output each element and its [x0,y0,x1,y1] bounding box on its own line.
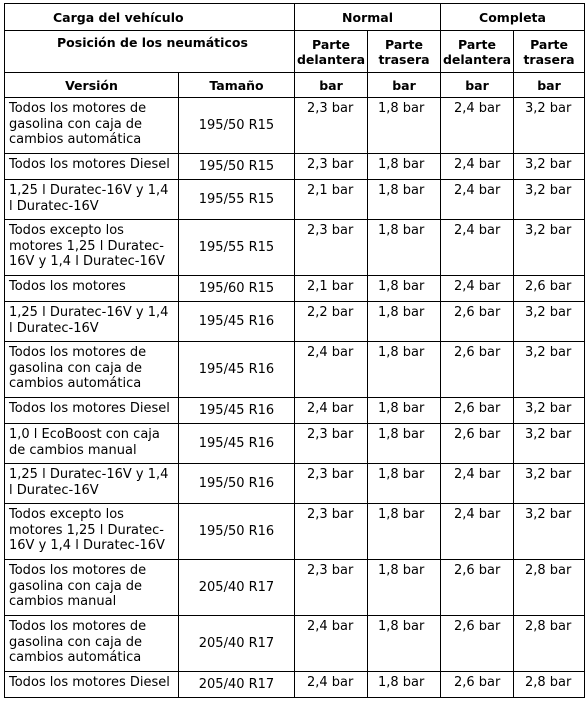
normal-rear-cell: 1,8 bar [368,154,441,180]
normal-rear-cell: 1,8 bar [368,672,441,698]
version-cell: Todos excepto los motores 1,25 l Duratec-16V y 1,4 l Duratec-16V [5,504,179,560]
normal-rear-cell: 1,8 bar [368,276,441,302]
normal-rear-cell: 1,8 bar [368,424,441,464]
full-front-cell: 2,4 bar [441,180,514,220]
full-front-cell: 2,6 bar [441,342,514,398]
normal-front-cell: 2,3 bar [295,98,368,154]
header-row-units [5,73,585,98]
size-cell: 195/45 R16 [179,398,295,424]
normal-front-cell: 2,4 bar [295,342,368,398]
table-row [5,220,585,276]
full-rear-cell: 2,8 bar [514,616,585,672]
full-front-cell: 2,4 bar [441,154,514,180]
size-header: Tamaño [179,73,295,98]
header-row-position [5,31,585,73]
normal-header: Normal [295,4,441,31]
normal-front-cell: 2,3 bar [295,424,368,464]
full-header: Completa [441,4,585,31]
full-front-cell: 2,6 bar [441,672,514,698]
full-front-cell: 2,6 bar [441,424,514,464]
version-cell: 1,0 l EcoBoost con caja de cambios manual [5,424,179,464]
position-header: Posición de los neumáticos [5,31,295,73]
size-cell: 195/60 R15 [179,276,295,302]
unit-header: bar [295,73,368,98]
normal-front-cell: 2,1 bar [295,276,368,302]
version-cell: Todos los motores de gasolina con caja de cambios automática [5,98,179,154]
normal-front-cell: 2,3 bar [295,464,368,504]
size-cell: 205/40 R17 [179,616,295,672]
table-row [5,276,585,302]
version-cell: Todos los motores Diesel [5,398,179,424]
table-row [5,464,585,504]
table-body [5,98,585,698]
normal-rear-cell: 1,8 bar [368,342,441,398]
version-cell: 1,25 l Duratec-16V y 1,4 l Duratec-16V [5,180,179,220]
version-cell: Todos excepto los motores 1,25 l Duratec-16V y 1,4 l Duratec-16V [5,220,179,276]
normal-rear-cell: 1,8 bar [368,302,441,342]
normal-front-cell: 2,3 bar [295,220,368,276]
size-cell: 205/40 R17 [179,560,295,616]
table-header [5,4,585,98]
size-cell: 195/50 R15 [179,154,295,180]
full-rear-cell: 3,2 bar [514,342,585,398]
table-row [5,424,585,464]
normal-rear-cell: 1,8 bar [368,180,441,220]
version-cell: Todos los motores de gasolina con caja de cambios automática [5,342,179,398]
size-cell: 195/45 R16 [179,424,295,464]
full-front-cell: 2,6 bar [441,302,514,342]
full-rear-cell: 3,2 bar [514,180,585,220]
table-row [5,504,585,560]
table-row [5,98,585,154]
normal-rear-cell: 1,8 bar [368,398,441,424]
full-front-cell: 2,4 bar [441,504,514,560]
normal-front-header: Parte delantera [295,31,368,73]
full-rear-cell: 3,2 bar [514,220,585,276]
normal-rear-cell: 1,8 bar [368,220,441,276]
version-cell: Todos los motores Diesel [5,672,179,698]
full-front-cell: 2,4 bar [441,464,514,504]
full-rear-cell: 3,2 bar [514,154,585,180]
tire-pressure-table [4,3,585,698]
table-row [5,302,585,342]
full-front-cell: 2,6 bar [441,616,514,672]
size-cell: 195/50 R16 [179,504,295,560]
normal-front-cell: 2,4 bar [295,398,368,424]
normal-front-cell: 2,4 bar [295,672,368,698]
normal-rear-cell: 1,8 bar [368,504,441,560]
full-rear-cell: 3,2 bar [514,302,585,342]
full-rear-cell: 2,8 bar [514,672,585,698]
full-front-cell: 2,6 bar [441,398,514,424]
table-row [5,154,585,180]
full-rear-header: Parte trasera [514,31,585,73]
normal-front-cell: 2,1 bar [295,180,368,220]
size-cell: 195/45 R16 [179,342,295,398]
normal-front-cell: 2,3 bar [295,154,368,180]
size-cell: 195/50 R15 [179,98,295,154]
unit-header: bar [441,73,514,98]
size-cell: 195/55 R15 [179,220,295,276]
table-row [5,672,585,698]
size-cell: 195/50 R16 [179,464,295,504]
normal-front-cell: 2,3 bar [295,504,368,560]
size-cell: 195/45 R16 [179,302,295,342]
normal-rear-cell: 1,8 bar [368,616,441,672]
unit-header: bar [368,73,441,98]
version-cell: Todos los motores de gasolina con caja de cambios manual [5,560,179,616]
full-rear-cell: 3,2 bar [514,398,585,424]
full-rear-cell: 3,2 bar [514,464,585,504]
full-rear-cell: 3,2 bar [514,504,585,560]
normal-front-cell: 2,4 bar [295,616,368,672]
table-row [5,560,585,616]
full-rear-cell: 3,2 bar [514,98,585,154]
version-cell: 1,25 l Duratec-16V y 1,4 l Duratec-16V [5,464,179,504]
version-cell: Todos los motores de gasolina con caja de cambios automática [5,616,179,672]
normal-front-cell: 2,2 bar [295,302,368,342]
full-front-cell: 2,4 bar [441,220,514,276]
unit-header: bar [514,73,585,98]
load-header: Carga del vehículo [5,4,295,31]
full-rear-cell: 2,6 bar [514,276,585,302]
table-row [5,180,585,220]
full-front-cell: 2,4 bar [441,98,514,154]
header-row-load [5,4,585,31]
version-cell: Todos los motores [5,276,179,302]
full-rear-cell: 3,2 bar [514,424,585,464]
full-front-cell: 2,6 bar [441,560,514,616]
table-row [5,616,585,672]
version-header: Versión [5,73,179,98]
full-front-cell: 2,4 bar [441,276,514,302]
normal-rear-header: Parte trasera [368,31,441,73]
table-row [5,398,585,424]
version-cell: Todos los motores Diesel [5,154,179,180]
size-cell: 205/40 R17 [179,672,295,698]
normal-rear-cell: 1,8 bar [368,98,441,154]
normal-rear-cell: 1,8 bar [368,560,441,616]
size-cell: 195/55 R15 [179,180,295,220]
full-front-header: Parte delantera [441,31,514,73]
normal-front-cell: 2,3 bar [295,560,368,616]
table-row [5,342,585,398]
normal-rear-cell: 1,8 bar [368,464,441,504]
version-cell: 1,25 l Duratec-16V y 1,4 l Duratec-16V [5,302,179,342]
full-rear-cell: 2,8 bar [514,560,585,616]
